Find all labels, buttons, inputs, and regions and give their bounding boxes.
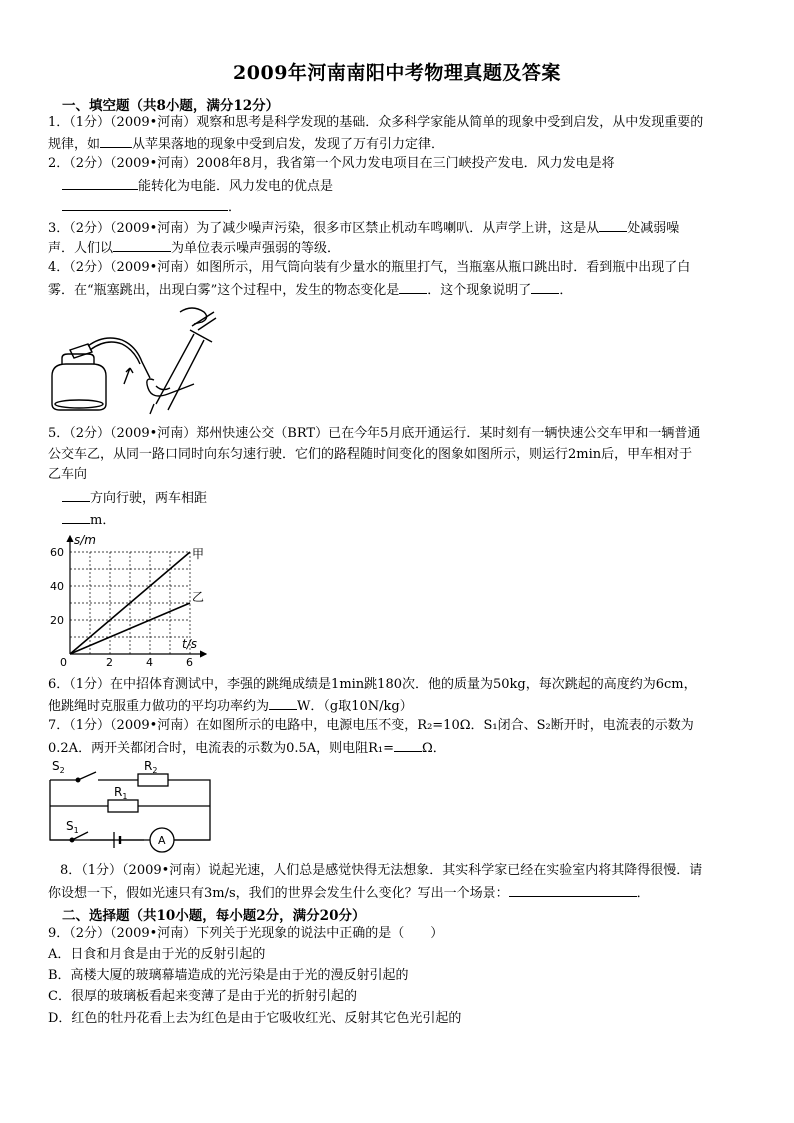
- distance-time-chart: [44, 530, 214, 670]
- x-tick-label: 4: [146, 656, 153, 669]
- hand-bottom: [147, 379, 194, 396]
- q6-text-a: 他跳绳时克服重力做功的平均功率约为: [48, 699, 270, 714]
- q3-blank-2: [113, 238, 171, 252]
- circuit-left-wire: [50, 780, 144, 840]
- q9-option-a: A．日食和月食是由于光的反射引起的: [48, 947, 266, 962]
- q3-text-d: 为单位表示噪声强弱的等级．: [171, 241, 341, 256]
- q3-text-b: 处减弱噪: [627, 221, 680, 236]
- q5-blank-1: [62, 488, 90, 502]
- y-axis-label: s/m: [74, 533, 96, 547]
- q3-text-a: 3．（2分）（2009•河南）为了减少噪声污染，很多市区禁止机动车鸣喇叭．从声学上讲，这是从: [48, 221, 600, 236]
- resistor-r1: [108, 800, 138, 812]
- series-label-yi: 乙: [192, 590, 205, 604]
- q1-text-b: 从苹果落地的现象中受到启发，发现了万有引力定律．: [132, 137, 445, 152]
- q6-line2: [48, 696, 413, 716]
- q8-text-b: ．: [636, 886, 650, 901]
- circuit-right-wire: [168, 780, 210, 840]
- section-choice-heading: 二、选择题（共10小题，每小题2分，满分20分）: [62, 908, 366, 924]
- x-axis-label: t/s: [182, 637, 197, 651]
- chart-ticks: [50, 546, 193, 669]
- q4-text-b: ．这个现象说明了: [427, 283, 532, 298]
- s2-label: $S_2$: [52, 759, 65, 775]
- q2-end: ．: [228, 200, 242, 215]
- q6-line1: 6．（1分）在中招体育测试中，李强的跳绳成绩是1min跳180次．他的质量为50kg，每次跳起的高度约为6cm，: [48, 677, 697, 692]
- q7-line2: [48, 738, 446, 758]
- q5-blank-2: [62, 510, 90, 524]
- q4-line1: 4．（2分）（2009•河南）如图所示，用气筒向装有少量水的瓶里打气，当瓶塞从瓶口跳出时．看到瓶中出现了白: [48, 260, 691, 275]
- x-tick-label: 2: [106, 656, 113, 669]
- switch-s2: [78, 772, 96, 780]
- s1-label: $S_1$: [66, 819, 79, 835]
- q5-text: 方向行驶，两车相距: [90, 491, 208, 506]
- series-label-jia: 甲: [192, 547, 205, 561]
- series-line-yi: [70, 603, 190, 654]
- q7-blank: [394, 738, 422, 752]
- q4-blank-2: [531, 280, 559, 294]
- q3-line1: [48, 218, 679, 238]
- q5-unit: m．: [90, 513, 116, 528]
- ammeter-label: A: [158, 834, 166, 847]
- q5-line3: 乙车向: [48, 467, 88, 482]
- air-tube-inner: [90, 342, 140, 364]
- q7-text-b: Ω．: [422, 741, 446, 756]
- y-tick-label: 20: [50, 614, 64, 627]
- q9-option-d: D．红色的牡丹花看上去为红色是由于它吸收红光、反射其它色光引起的: [48, 1011, 462, 1026]
- q3-text-c: 声．人们以: [48, 241, 114, 256]
- q7-text-a: 0.2A．两开关都闭合时，电流表的示数为0.5A，则电阻R₁=: [48, 741, 395, 756]
- q2-blank-2: [62, 197, 228, 211]
- q2-text: 能转化为电能．风力发电的优点是: [138, 179, 334, 194]
- q9-option-b: B．高楼大厦的玻璃幕墙造成的光污染是由于光的漫反射引起的: [48, 968, 409, 983]
- r2-label: $R_2$: [144, 759, 158, 775]
- q4-line2: [48, 280, 572, 300]
- q8-line2: [48, 883, 650, 903]
- y-tick-label: 40: [50, 580, 64, 593]
- q6-text-b: W．（g取10N/kg）: [297, 699, 413, 714]
- q8-blank: [509, 883, 637, 897]
- q3-blank-1: [599, 218, 627, 232]
- q9-stem: 9．（2分）（2009•河南）下列关于光现象的说法中正确的是（ ）: [48, 926, 444, 941]
- q1-line1: 1．（1分）（2009•河南）观察和思考是科学发现的基础．众多科学家能从简单的现象中受到启发，从中发现重要的: [48, 115, 704, 130]
- q2-line1: 2．（2分）（2009•河南）2008年8月，我省第一个风力发电项目在三门峡投产发电．风力发电是将: [48, 156, 615, 171]
- bottle-pump-figure: [44, 306, 224, 416]
- q6-blank: [269, 696, 297, 710]
- hand-top: [180, 308, 207, 324]
- y-tick-label: 60: [50, 546, 64, 559]
- q2-blank-1: [62, 176, 138, 190]
- bottle-water: [55, 400, 103, 408]
- q5-line4: [62, 488, 207, 508]
- q2-line2: [62, 176, 333, 196]
- q8-line1: 8．（1分）（2009•河南）说起光速，人们总是感觉快得无法想象．其实科学家已经在实验室内将其降得很慢．请: [60, 863, 703, 878]
- page-title: 2009年河南南阳中考物理真题及答案: [233, 62, 561, 84]
- x-tick-label: 6: [186, 656, 193, 669]
- q5-line1: 5．（2分）（2009•河南）郑州快速公交（BRT）已在今年5月底开通运行．某时刻有一辆快速公交车甲和一辆普通: [48, 426, 701, 441]
- bottle-body: [52, 364, 106, 410]
- q7-line1: 7．（1分）（2009•河南）在如图所示的电路中，电源电压不变，R₂=10Ω．S₁闭合、S₂断开时，电流表的示数为: [48, 718, 694, 733]
- airflow-arrow: [124, 368, 133, 384]
- q5-line5: [62, 510, 115, 530]
- circuit-figure: [44, 758, 224, 858]
- q4-blank-1: [399, 280, 427, 294]
- pump-cylinder: [156, 334, 204, 410]
- q9-option-c: C．很厚的玻璃板看起来变薄了是由于光的折射引起的: [48, 989, 357, 1004]
- resistor-r2: [138, 774, 168, 786]
- q1-line2: [48, 134, 444, 154]
- q3-line2: [48, 238, 340, 258]
- origin-label: 0: [60, 656, 67, 669]
- q8-text-a: 你设想一下，假如光速只有3m/s，我们的世界会发生什么变化？写出一个场景：: [48, 886, 509, 901]
- q5-line2: 公交车乙，从同一路口同时向东匀速行驶．它们的路程随时间变化的图象如图所示，则运行2min后，甲车相对于: [48, 447, 693, 462]
- q2-line3: [62, 197, 241, 217]
- air-tube: [88, 338, 150, 378]
- r1-label: $R_1$: [114, 785, 128, 801]
- q1-blank: [100, 134, 132, 148]
- bottle-shoulder: [62, 354, 94, 364]
- q4-text-a: 雾．在“瓶塞跳出，出现白雾”这个过程中，发生的物态变化是: [48, 283, 400, 298]
- q1-text-a: 规律，如: [48, 137, 101, 152]
- section-fill-in-heading: 一、填空题（共8小题，满分12分）: [62, 98, 280, 114]
- q4-text-c: ．: [559, 283, 573, 298]
